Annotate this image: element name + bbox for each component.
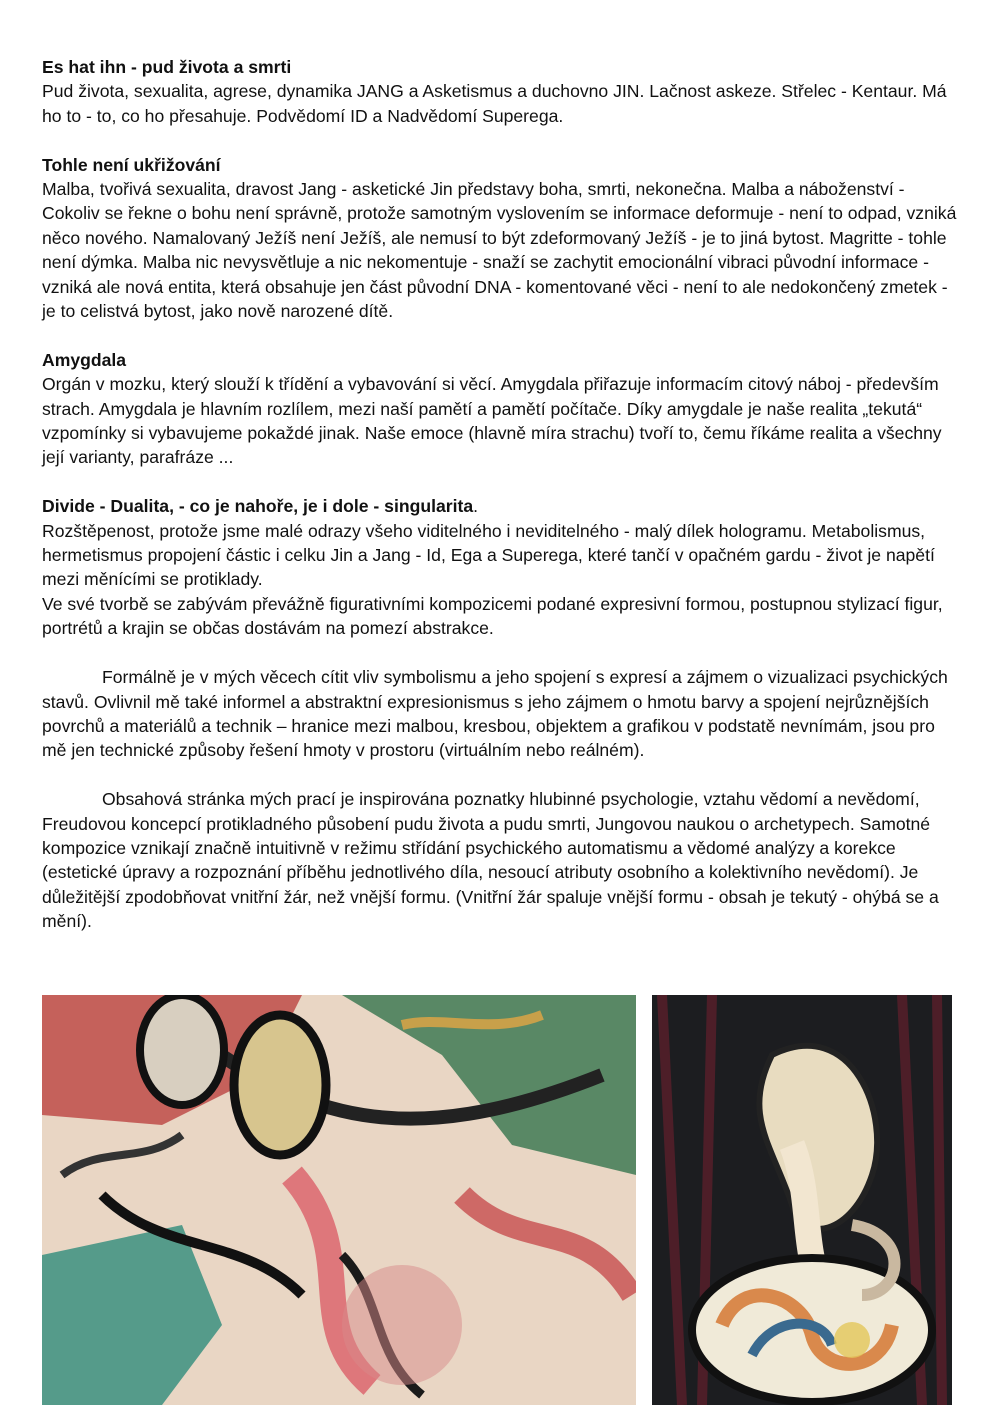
paragraph-content bbox=[42, 787, 962, 933]
section-divide bbox=[42, 494, 962, 640]
section-tohle-neni-ukrizovani bbox=[42, 153, 962, 324]
section-amygdala bbox=[42, 348, 962, 470]
paragraph-text: Obsahová stránka mých prací je inspirována poznatky hlubinné psychologie, vztahu vědomí a nevědomí, Freudovou koncepcí protikladného působení pudu života a pudu smrti, Jungovou naukou o archetypech. Samotné kompozice vznikají značně intuitivně v režimu střídání psychického automatismu a vědomé analýzy a korekce (estetické úpravy a rozpoznání příběhu jednotlivého díla, nesoucí atributy osobního a kolektivního nevědomí). Je důležitější zpodobňovat vnitřní žár, než vnější formu. (Vnitřní žár spaluje vnější formu - obsah je tekutý - ohýbá se a mění). bbox=[42, 789, 939, 932]
paragraph-text: Formálně je v mých věcech cítit vliv symbolismu a jeho spojení s expresí a zájmem o vizualizaci psychických stavů. Ovlivnil mě také informel a abstraktní expresionismus s jeho zájmem o hmotu barvy a spojení nejrůznějších povrchů a materiálů a technik – hranice mezi malbou, kresbou, objektem a grafikou v podstatě nevnímám, jsou pro mě jen technické způsoby řešení hmoty v prostoru (virtuálním nebo reálném). bbox=[42, 667, 948, 761]
section-body-continued: Ve své tvorbě se zabývám převážně figurativními kompozicemi podané expresivní formou, postupnou stylizací figur, portrétů a krajin se občas dostávám na pomezí abstrakce. bbox=[42, 593, 943, 639]
painting-right bbox=[652, 995, 952, 1405]
section-heading: Amygdala bbox=[42, 349, 127, 370]
painting-crucifixion-image bbox=[42, 995, 636, 1405]
section-body: Orgán v mozku, který slouží k třídění a vybavování si věcí. Amygdala přiřazuje informacím citový náboj - především strach. Amygdala je hlavním rozlílem, mezi naší pamětí a pamětí počítače. Díky amygdale je naše realita „tekutá“ vzpomínky si vybavujeme pokaždé jinak. Naše emoce (hlavně míra strachu) tvoří to, čemu říkáme realita a všechny její varianty, parafráze ... bbox=[42, 374, 942, 468]
paragraph-formal bbox=[42, 665, 962, 763]
section-es-hat-ihn bbox=[42, 55, 962, 128]
painting-curled-figure-image bbox=[652, 995, 952, 1405]
painting-left bbox=[42, 995, 636, 1405]
section-body: Pud života, sexualita, agrese, dynamika JANG a Asketismus a duchovno JIN. Lačnost askeze. Střelec - Kentaur. Má ho to - to, co ho přesahuje. Podvědomí ID a Nadvědomí Superega. bbox=[42, 81, 947, 126]
section-body: Malba, tvořivá sexualita, dravost Jang - asketické Jin představy boha, smrti, nekonečna. Malba a náboženství - Cokoliv se řekne o bohu není správně, protože samotným vyslovením se informace deformuje - není to odpad, vzniká něco nového. Namalovaný Ježíš není Ježíš, ale nemusí to být zdeformovaný Ježíš - je to jiná bytost. Magritte - tohle není dýmka. Malba nic nevysvětluje a nic nekomentuje - snaží se zachytit emocionální vibraci původní informace - vzniká ale nová entita, která obsahuje jen část původní DNA - komentované věci - není to ale nedokončený zmetek - je to celistvá bytost, jako nově narozené dítě. bbox=[42, 179, 957, 322]
section-heading: Es hat ihn - pud života a smrti bbox=[42, 57, 292, 77]
section-heading-suffix: . bbox=[473, 496, 479, 517]
article-text bbox=[42, 55, 962, 958]
section-heading-text: Divide - Dualita, - co je nahoře, je i dole - singularita bbox=[42, 496, 474, 517]
section-body: Rozštěpenost, protože jsme malé odrazy všeho viditelného i neviditelného - malý dílek hologramu. Metabolismus, hermetismus propojení částic i celku Jin a Jang - Id, Ega a Superega, které tančí v opačném gardu - život je napětí mezi měnícími se protiklady. bbox=[42, 520, 935, 590]
section-heading bbox=[42, 494, 962, 518]
section-heading: Tohle není ukřižování bbox=[42, 154, 221, 175]
